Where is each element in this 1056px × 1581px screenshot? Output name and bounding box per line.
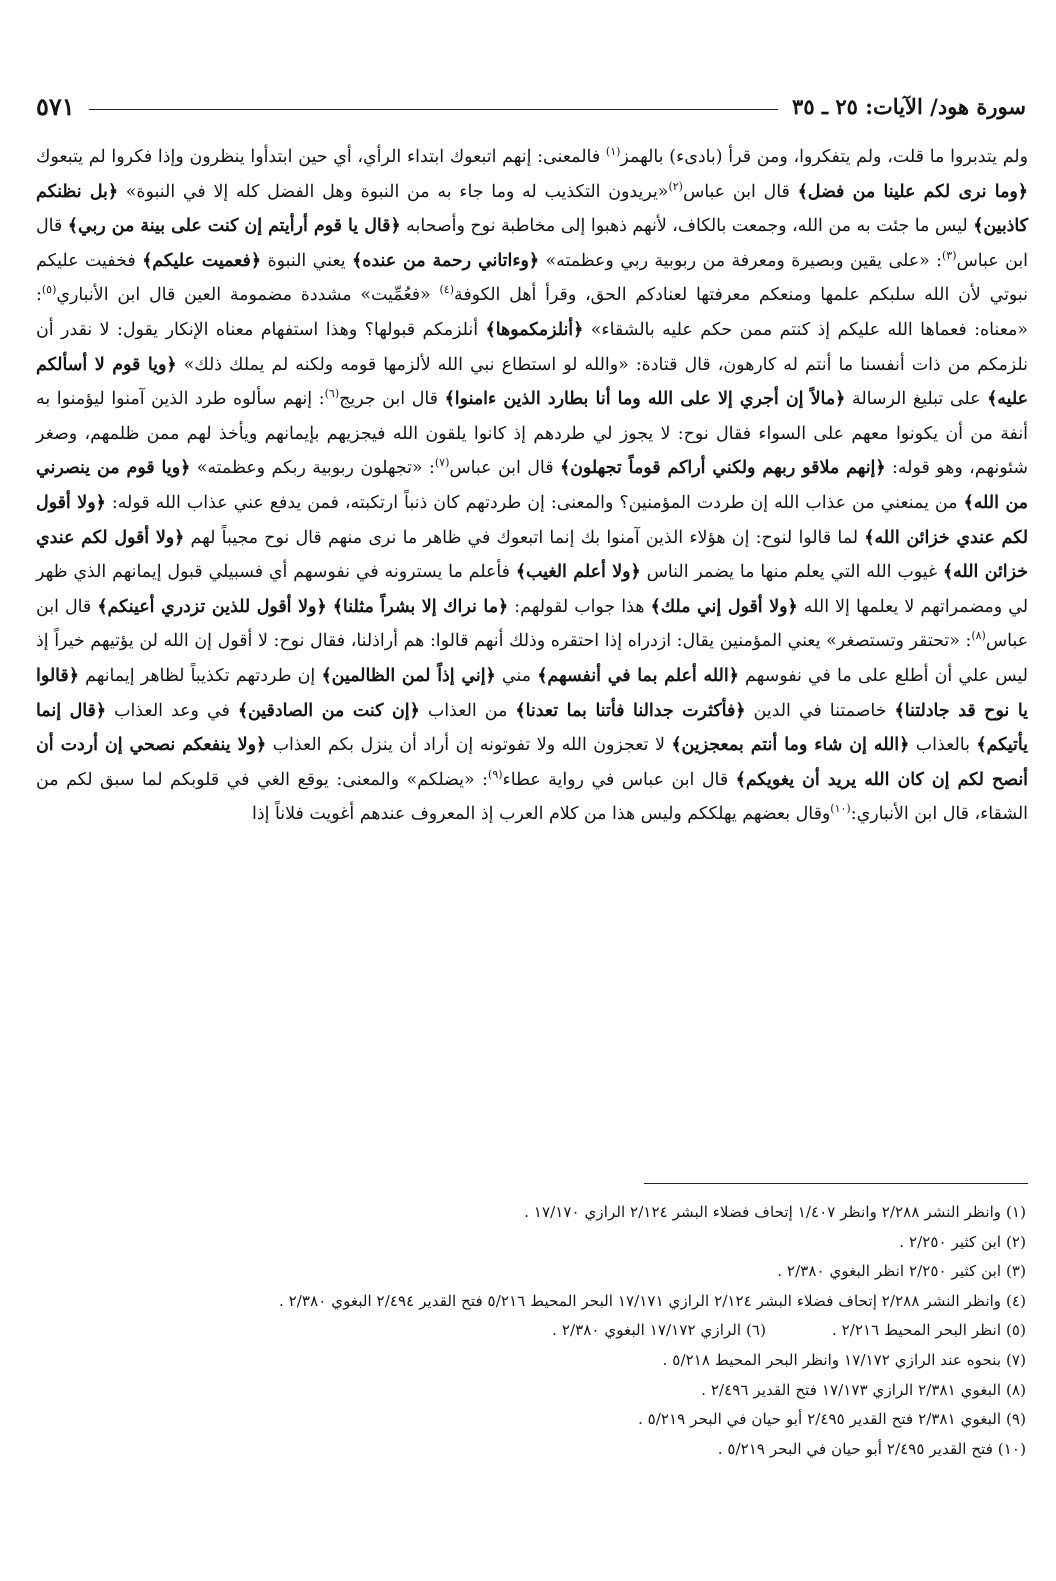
footnote-pair	[26, 1316, 1026, 1346]
footnote: (٥) انظر البحر المحيط ٢/٢١٦ .	[831, 1321, 1026, 1340]
quran-verse: ﴿فعميت عليكم﴾	[142, 250, 262, 271]
footnote-ref: (٣)	[942, 248, 957, 262]
quran-verse: ﴿قال إنما يأتيكم﴾	[36, 700, 1028, 756]
text-run: من العذاب	[419, 700, 516, 721]
footnote: (٩) البغوي ٢/٣٨١ فتح القدير ٢/٤٩٥ أبو حيان في البحر ٥/٢١٩ .	[637, 1410, 1026, 1429]
footnote-ref: (٥)	[41, 283, 57, 297]
footnote-ref: (٤)	[439, 283, 455, 297]
quran-verse: ﴿قال يا قوم أرأيتم إن كنت على بينة من ربي﴾	[67, 216, 401, 237]
main-text	[36, 140, 1028, 832]
text-run: فالمعنى: إنهم اتبعوك ابتداء الرأي، أي حين ابتدأوا ينظرون وإذا فكروا لم يتبعوك	[36, 147, 606, 167]
footnote-ref: (٦)	[324, 387, 340, 401]
quran-verse: ﴿ويا قوم من ينصرني من الله﴾	[36, 458, 1029, 513]
text-run: قال ابن عباس	[36, 216, 1029, 271]
text-run: ليس ما جئت به من الله، وجمعت بالكاف، لأنهم ذهبوا إلى مخاطبة نوح وأصحابه	[400, 216, 974, 237]
text-run: «يريدون التكذيب له وما جاء به من النبوة وهل الفضل كله إلا في النبوة»	[118, 181, 669, 202]
quran-verse: ﴿قالوا يا نوح قد جادلتنا﴾	[36, 665, 1028, 721]
text-run: خاصمتنا في الدين	[745, 700, 895, 721]
text-run: من يمنعني من عذاب الله إن طردت المؤمنين؟ والمعنى: إن طردتهم كان ذنباً ارتكبته، فمن يدفع عني عذاب الله قوله:	[105, 492, 964, 513]
text-run: قال ابن جريج	[339, 389, 445, 410]
footnote-ref: (١)	[605, 145, 621, 159]
text-run: : «تحتقر وتستصغر» يعني المؤمنين يقال: ازدراه إذا احتقره وذلك أنهم قالوا: هم أراذلنا، فقال نوح: لا أقول إن الله لن يؤتيهم خيراً إذ ليس علي أن أطلع على ما في نفوسهم	[36, 631, 1028, 686]
header-rule	[89, 109, 778, 110]
running-title: سورة هود/ الآيات: ٢٥ ـ ٣٥	[792, 93, 1026, 119]
page-number: ٥٧١	[36, 91, 75, 121]
text-run: قال ابن عباس في رواية عطاء	[502, 769, 736, 790]
text-run: بالعذاب	[909, 735, 977, 756]
quran-verse: ﴿الله أعلم بما في أنفسهم﴾	[537, 665, 739, 686]
text-run: «فعُمِّيت» مشددة مضمومة العين قال ابن الأنباري	[56, 285, 440, 306]
text-run: على تبليغ الرسالة	[845, 389, 988, 410]
quran-verse: ﴿ولا أقول لكم عندي خزائن الله﴾	[36, 492, 1028, 548]
footnote-ref: (٨)	[971, 629, 986, 643]
text-run: : «معناه: فعماها الله عليكم إذ كنتم ممن حكم عليه بالشقاء»	[36, 285, 1028, 340]
quran-verse: ﴿إني إذاً لمن الظالمين﴾	[321, 665, 496, 686]
quran-verse: ﴿الله إن شاء وما أنتم بمعجزين﴾	[671, 735, 910, 756]
quran-verse: ﴿مالاً إن أجري إلا على الله وما أنا بطارد الذين ءامنوا﴾	[444, 389, 846, 410]
text-run: قال ابن عباس	[682, 181, 798, 202]
text-run: فأعلم ما يسترونه في نفوسهم أي فسبيلي قبول إيمانهم الذي ظهر لي ومضمراتهم لا يعلمها إلا الله	[36, 562, 1029, 617]
footnote-ref: (٩)	[488, 767, 503, 781]
footnote: (١) وانظر النشر ٢/٢٨٨ وانظر ١/٤٠٧ إتحاف فضلاء البشر ٢/١٢٤ الرازي ١٧/١٧٠ .	[524, 1203, 1026, 1221]
text-run: وقال بعضهم يهلككم وليس هذا من كلام العرب إذ المعروف عندهم أغويت فلاناً إذا	[252, 804, 831, 825]
text-run: لما قالوا لنوح: إن هؤلاء الذين آمنوا بك إنما اتبعوك في ظاهر ما نرى منهم قال نوح مجيباً لهم	[184, 527, 865, 548]
quran-verse: ﴿ولا أقول للذين تزدري أعينكم﴾	[97, 596, 327, 617]
text-run: أنلزمكم قبولها؟ وهذا استفهام معناه الإنكار يقول: لا نقدر أن نلزمكم من ذات أنفسنا ما أنتم له كارهون، قال قتادة: «والله لو استطاع نبي الله لألزمها قومه ولكنه لم يملك ذلك»	[36, 319, 1028, 375]
footnote-ref: (١٠)	[830, 802, 851, 816]
quran-verse: ﴿ولا أقول لكم عندي خزائن الله﴾	[36, 527, 1028, 583]
text-run: قال ابن عباس	[449, 458, 560, 479]
quran-verse: ﴿فأكثرت جدالنا فأتنا بما تعدنا﴾	[515, 700, 746, 721]
text-run: ولم يتدبروا ما قلت، ولم يتفكروا، ومن قرأ (بادىء) بالهمز	[620, 147, 1028, 167]
footnote-ref: (٢)	[668, 179, 683, 193]
text-run: إن طردتهم تكذيباً لظاهر إيمانهم	[78, 665, 322, 686]
quran-verse: ﴿إن كنت من الصادقين﴾	[237, 700, 420, 721]
text-run: غيوب الله التي يعلم منها ما يضمر الناس	[640, 562, 943, 583]
quran-verse: ﴿ولا أعلم الغيب﴾	[515, 562, 641, 583]
text-run: فخفيت عليكم نبوتي لأن الله سلبكم علمها ومنعكم معرفتها لعنادكم الحق، وقرأ أهل الكوفة	[36, 250, 1028, 306]
text-run: : إنهم سألوه طرد الذين آمنوا ليؤمنوا به أنفة من أن يكونوا معهم على السواء فقال نوح: لا يجوز لي طردهم إذ كانوا يلقون الله فيجزيهم بإيمانهم ويأخذ لهم ممن ظلمهم، وصغر شئونهم، وهو قوله:	[36, 389, 1029, 479]
quran-verse: ﴿وما نرى لكم علينا من فضل﴾	[797, 181, 1028, 202]
text-run: : «يضلكم» والمعنى: يوقع الغي في قلوبكم لما سبق لكم من الشقاء، قال ابن الأنباري:	[36, 769, 1028, 825]
footnote: (٦) الرازي ١٧/١٧٢ البغوي ٢/٣٨٠ .	[552, 1321, 766, 1340]
text-run: : «على يقين وبصيرة ومعرفة من ربوبية ربي وعظمته»	[539, 250, 942, 271]
quran-verse: ﴿أنلزمكموها﴾	[485, 319, 584, 340]
page-header	[36, 86, 1026, 126]
quran-verse: ﴿ولا ينفعكم نصحي إن أردت أن أنصح لكم إن كان الله يريد أن يغويكم﴾	[36, 735, 1028, 790]
footnote-ref: (٧)	[434, 456, 450, 470]
footnote: (٤) وانظر النشر ٢/٢٨٨ إتحاف فضلاء البشر ٢/١٢٤ الرازي ١٧/١٧١ البحر المحيط ٥/٢١٦ فتح القدير ٢/٤٩٤ البغوي ٢/٣٨٠ .	[278, 1291, 1026, 1310]
text-run: مني	[495, 665, 538, 686]
quran-verse: ﴿ويا قوم لا أسألكم عليه﴾	[36, 354, 1028, 410]
quran-verse: ﴿وءاتاني رحمة من عنده﴾	[352, 250, 540, 271]
footnote: (٢) ابن كثير ٢/٢٥٠ .	[899, 1232, 1026, 1251]
footnotes	[26, 1198, 1026, 1464]
quran-verse: ﴿بل نظنكم كاذبين﴾	[36, 181, 1028, 237]
text-run: يعني النبوة	[261, 250, 353, 271]
footnote: (٧) بنحوه عند الرازي ١٧/١٧٢ وانظر البحر المحيط ٥/٢١٨ .	[662, 1350, 1026, 1369]
quran-verse: ﴿ولا أقول إني ملك﴾	[650, 596, 798, 617]
footnote: (١٠) فتح القدير ٢/٤٩٥ أبو حيان في البحر ٥/٢١٩ .	[717, 1439, 1026, 1458]
quran-verse: ﴿إنهم ملاقو ربهم ولكني أراكم قوماً تجهلون﴾	[559, 458, 886, 479]
quran-verse: ﴿ما نراك إلا بشراً مثلنا﴾	[332, 596, 509, 617]
body-paragraph	[36, 140, 1028, 832]
text-run: هذا جواب لقولهم:	[508, 596, 651, 617]
footnote: (٨) البغوي ٢/٣٨١ الرازي ١٧/١٧٣ فتح القدير ٢/٤٩٦ .	[701, 1380, 1026, 1399]
footnote-separator	[644, 1183, 1028, 1184]
text-run: : «تجهلون ربوبية ربكم وعظمته»	[190, 458, 435, 479]
footnote: (٣) ابن كثير ٢/٢٥٠ انظر البغوي ٢/٣٨٠ .	[777, 1262, 1026, 1281]
text-run: في وعد العذاب	[106, 700, 238, 721]
text-run: قال ابن عباس	[36, 596, 1028, 652]
text-run: لا تعجزون الله ولا تفوتونه إن أراد أن ينزل بكم العذاب	[266, 735, 672, 756]
